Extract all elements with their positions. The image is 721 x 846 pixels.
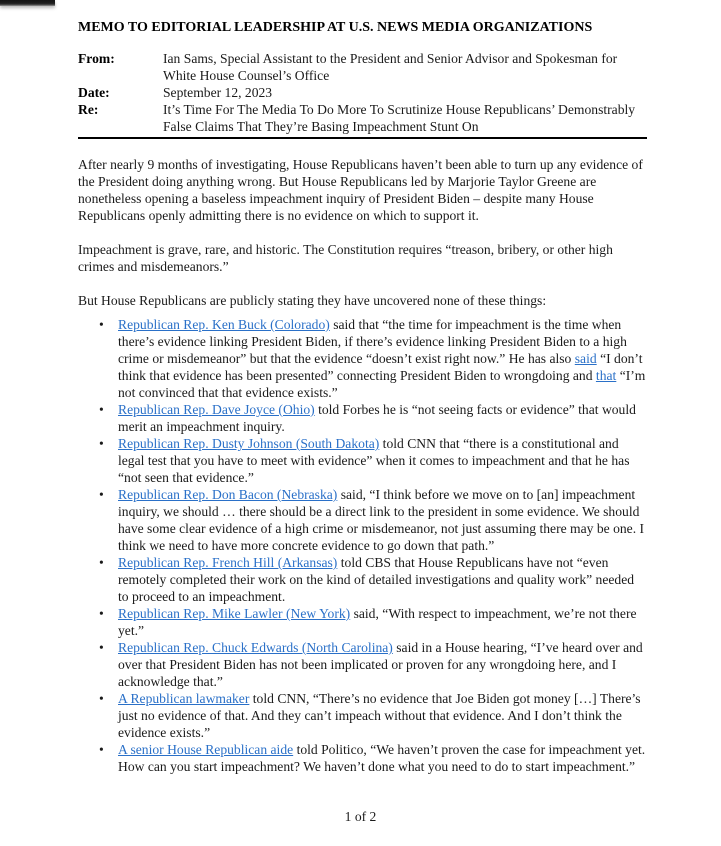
quote-item	[78, 316, 647, 401]
quote-item	[78, 401, 647, 435]
header-divider	[78, 137, 647, 139]
meta-label: Date:	[78, 85, 110, 100]
quote-link[interactable]: Republican Rep. Ken Buck (Colorado)	[118, 317, 330, 332]
paragraph: But House Republicans are publicly stating they have uncovered none of these things:	[78, 293, 547, 308]
quote-item	[78, 741, 647, 775]
quote-link[interactable]: Republican Rep. Chuck Edwards (North Carolina)	[118, 640, 393, 655]
quote-text: told CNN that “there is a constitutional and legal test that you have to meet with evidence” when it comes to impeachment and that he has “not seen that evidence.”	[118, 436, 630, 485]
quote-link[interactable]: Republican Rep. Dusty Johnson (South Dakota)	[118, 436, 380, 451]
quote-link[interactable]: said	[574, 351, 597, 366]
quote-link[interactable]: Republican Rep. French Hill (Arkansas)	[118, 555, 338, 570]
quote-item	[78, 690, 647, 741]
memo-meta-table	[78, 50, 647, 135]
quote-item	[78, 486, 647, 554]
meta-value: Ian Sams, Special Assistant to the President and Senior Advisor and Spokesman for White House Counsel’s Office	[163, 51, 618, 83]
quote-item	[78, 554, 647, 605]
quote-item	[78, 435, 647, 486]
screen-edge-artifact	[0, 0, 55, 6]
quote-text: said in a House hearing, “I’ve heard over and over that President Biden has not been implicated or proven for any wrongdoing here, and I acknowledge that.”	[118, 640, 643, 689]
quote-text: said, “I think before we move on to [an] impeachment inquiry, we should … there should be a direct link to the president in some evidence. We should have some clear evidence of a high crime or misdemeanor, not just assuming there may be one. I think we need to have more concrete evidence to go down that path.”	[118, 487, 645, 553]
page-number: 1 of 2	[344, 809, 377, 824]
meta-value: It’s Time For The Media To Do More To Scrutinize House Republicans’ Demonstrably False Claims That They’re Basing Impeachment Stunt On	[163, 102, 636, 134]
quote-link[interactable]: Republican Rep. Dave Joyce (Ohio)	[118, 402, 315, 417]
quote-text: said, “With respect to impeachment, we’re not there yet.”	[118, 606, 637, 638]
quote-link[interactable]: Republican Rep. Don Bacon (Nebraska)	[118, 487, 338, 502]
memo-paragraphs	[78, 156, 647, 309]
meta-label: From:	[78, 51, 115, 66]
quote-text: “I’m not convinced that that evidence exists.”	[118, 368, 646, 400]
quote-link[interactable]: Republican Rep. Mike Lawler (New York)	[118, 606, 351, 621]
memo-title: MEMO TO EDITORIAL LEADERSHIP AT U.S. NEWS MEDIA ORGANIZATIONS	[78, 20, 593, 35]
quote-text: “I don’t think that evidence has been presented” connecting President Biden to wrongdoing and	[118, 351, 643, 383]
paragraph: After nearly 9 months of investigating, House Republicans haven’t been able to turn up any evidence of the President doing anything wrong. But House Republicans led by Marjorie Taylor Greene are nonetheless opening a baseless impeachment inquiry of President Biden – despite many House Republicans openly admitting there is no evidence on which to support it.	[78, 157, 643, 223]
memo-content	[78, 19, 647, 775]
meta-value: September 12, 2023	[163, 85, 273, 100]
memo-body	[78, 156, 647, 775]
quote-link[interactable]: A Republican lawmaker	[118, 691, 250, 706]
quote-item	[78, 639, 647, 690]
quote-text: told Politico, “We haven’t proven the case for impeachment yet. How can you start impeachment? We haven’t done what you need to do to start impeachment.”	[118, 742, 646, 774]
quote-link[interactable]: that	[595, 368, 617, 383]
quote-text: told CBS that House Republicans have not “even remotely completed their work on the kind of detailed investigations and quality work” needed to proceed to an impeachment.	[118, 555, 635, 604]
quote-item	[78, 605, 647, 639]
paragraph: Impeachment is grave, rare, and historic. The Constitution requires “treason, bribery, or other high crimes and misdemeanors.”	[78, 242, 613, 274]
quotes-list	[78, 316, 647, 775]
quote-text: told Forbes he is “not seeing facts or evidence” that would merit an impeachment inquiry.	[118, 402, 636, 434]
quote-text: said that “the time for impeachment is the time when there’s evidence linking President Biden, if there’s evidence linking President Biden to a high crime or misdemeanor” but that the evidence “doesn’t exist right now.” He has also	[118, 317, 627, 366]
meta-label: Re:	[78, 102, 99, 117]
quote-text: told CNN, “There’s no evidence that Joe Biden got money […] There’s just no evidence of that. And they can’t impeach without that evidence. And I don’t think the evidence exists.”	[118, 691, 641, 740]
quote-link[interactable]: A senior House Republican aide	[118, 742, 294, 757]
